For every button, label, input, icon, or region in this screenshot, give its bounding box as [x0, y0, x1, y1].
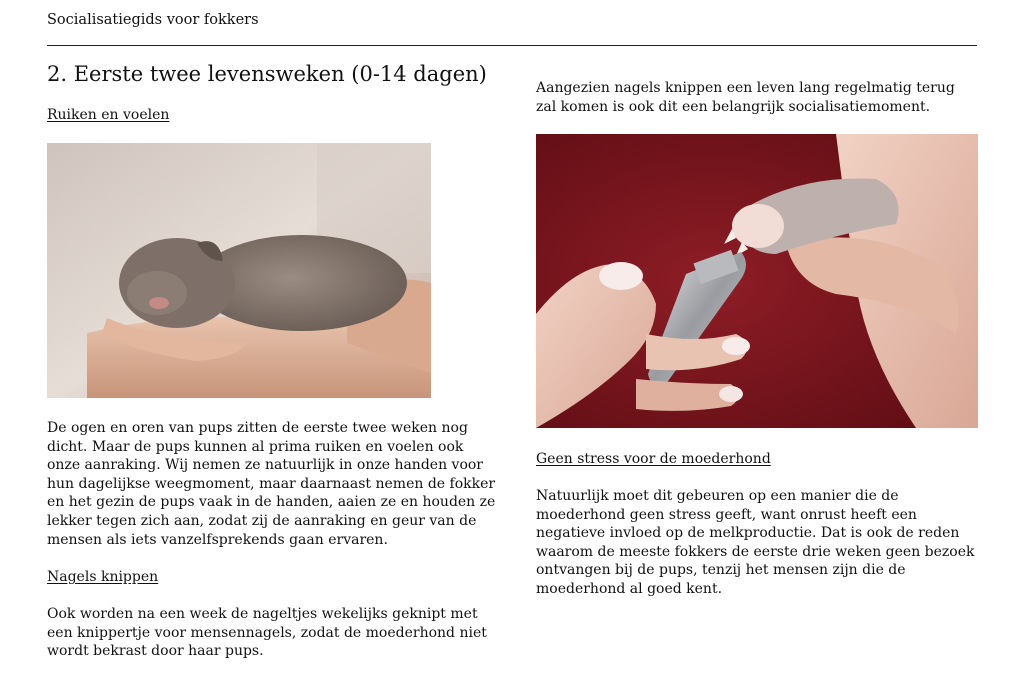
puppy-photo-graphic [47, 143, 431, 398]
subheading-nagels-knippen: Nagels knippen [47, 569, 159, 585]
section-title: 2. Eerste twee levensweken (0-14 dagen) [47, 62, 487, 86]
header-divider [47, 45, 977, 46]
nail-clipping-photo [536, 134, 978, 428]
subheading-geen-stress: Geen stress voor de moederhond [536, 451, 771, 467]
paragraph-nagels-knippen: Ook worden na een week de nageltjes wekelijks geknipt met een knippertje voor mensennagels, zodat de moederhond niet wordt bekrast door haar pups. [47, 606, 487, 660]
paragraph-intro-nagels: Aangezien nagels knippen een leven lang regelmatig terug zal komen is ook dit een belangrijk socialisatiemoment. [536, 80, 955, 115]
running-header: Socialisatiegids voor fokkers [47, 12, 259, 28]
subheading-ruiken-en-voelen: Ruiken en voelen [47, 107, 170, 123]
paragraph-ruiken-en-voelen: De ogen en oren van pups zitten de eerste twee weken nog dicht. Maar de pups kunnen al prima ruiken en voelen ook onze aanraking. Wij nemen ze natuurlijk in onze handen voor hun dagelijkse weegmoment, maar daarnaast nemen de fokker en het gezin de pups vaak in de handen, aaien ze en houden ze lekker tegen zich aan, zodat zij de aanraking en geur van de mensen als iets vanzelfsprekends gaan ervaren. [47, 420, 496, 548]
nail-clipping-graphic [536, 134, 978, 428]
paragraph-geen-stress: Natuurlijk moet dit gebeuren op een manier die de moederhond geen stress geeft, want onrust heeft een negatieve invloed op de melkproductie. Dat is ook de reden waarom de meeste fokkers de eerste drie weken geen bezoek ontvangen bij de pups, tenzij het mensen zijn die de moederhond al goed kent. [536, 488, 975, 597]
puppy-in-hands-photo [47, 143, 431, 398]
